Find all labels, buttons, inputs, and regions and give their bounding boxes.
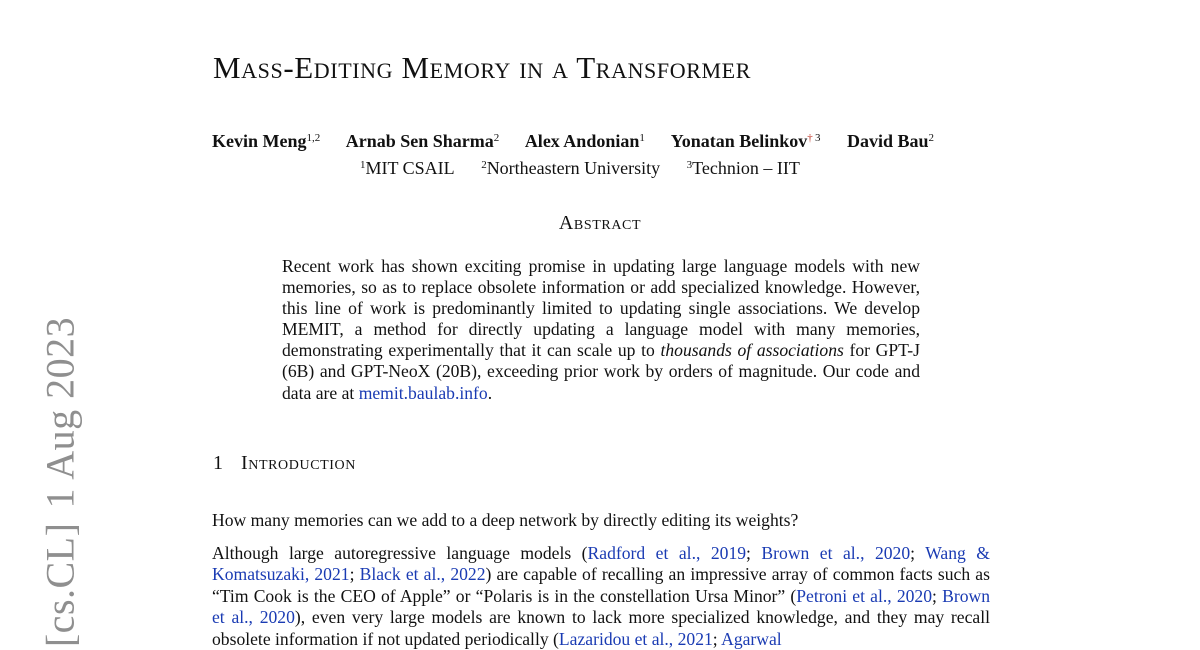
citation-link[interactable]: Agarwal bbox=[721, 628, 782, 649]
abstract-heading: Abstract bbox=[558, 212, 642, 234]
dagger-mark: † bbox=[807, 132, 813, 144]
arxiv-date: 1 Aug 2023 bbox=[37, 316, 83, 509]
affiliation-northeastern: $^2$Northeastern University bbox=[481, 158, 661, 178]
author-list bbox=[212, 131, 934, 152]
citation-link[interactable]: Brown et al., 2020 bbox=[761, 543, 911, 563]
citation-link[interactable]: Black et al., 2022 bbox=[359, 564, 486, 585]
citation-link[interactable]: Petroni et al., 2020 bbox=[796, 585, 933, 606]
intro-paragraph-1: How many memories can we add to a deep network by directly editing its weights? bbox=[212, 510, 799, 530]
project-link[interactable]: memit.baulab.info bbox=[358, 382, 488, 403]
intro-paragraph-2: Although large autoregressive language models (Radford et al., 2019; Brown et al., 2020; Wang & Komatsuzaki, 2021; Black et al., 2022) are capable of recalling an impressive array of common facts such as “Tim Cook is the CEO of Apple” or “Polaris is in the constellation Ursa Minor” (Petroni et al., 2020; Brown et al., 2020), even very large models are known to lack more specialized knowledge, and they may recall obsolete information if not updated periodically (Lazaridou et al., 2021; Agarwal bbox=[212, 543, 990, 649]
abstract-text: Recent work has shown exciting promise in updating large language models with new memories, so as to replace obsolete information or add specialized knowledge. However, this line of work is predominantly limited to updating single associations. We develop MEMIT, a method for directly updating a language model with many memories, demonstrating experimentally that it can scale up to thousands of associations for GPT-J (6B) and GPT-NeoX (20B), exceeding prior work by orders of magnitude. Our code and data are at memit.baulab.info. bbox=[282, 256, 921, 403]
author-arnab-sen-sharma: Arnab Sen Sharma$^2$ bbox=[345, 131, 500, 151]
author-david-bau: David Bau$^2$ bbox=[846, 131, 934, 151]
citation-link[interactable]: Radford et al., 2019 bbox=[587, 543, 747, 563]
arxiv-stamp bbox=[37, 303, 84, 647]
affiliation-technion: $^3$Technion – IIT bbox=[686, 158, 800, 178]
abstract-emphasis: thousands of associations bbox=[660, 340, 844, 361]
citation-link[interactable]: Lazaridou et al., 2021 bbox=[558, 628, 713, 649]
citation-link[interactable]: Wang & Komatsuzaki, 2021 bbox=[212, 543, 990, 585]
author-kevin-meng: Kevin Meng$^{1,2}$ bbox=[212, 131, 321, 151]
citation-link[interactable]: Brown et al., 2020 bbox=[212, 585, 990, 628]
arxiv-category: [cs.CL] bbox=[37, 522, 83, 648]
affiliation-list bbox=[360, 158, 800, 179]
section-number: 1 bbox=[213, 452, 223, 474]
author-yonatan-belinkov: Yonatan Belinkov$^{\dagger 3}$ bbox=[670, 131, 821, 151]
paper-title: Mass-Editing Memory in a Transformer bbox=[213, 50, 751, 85]
section-title: Introduction bbox=[241, 452, 356, 474]
author-alex-andonian: Alex Andonian$^1$ bbox=[524, 131, 645, 151]
section-heading-introduction bbox=[213, 452, 356, 475]
affiliation-mit: $^1$MIT CSAIL bbox=[360, 158, 455, 178]
